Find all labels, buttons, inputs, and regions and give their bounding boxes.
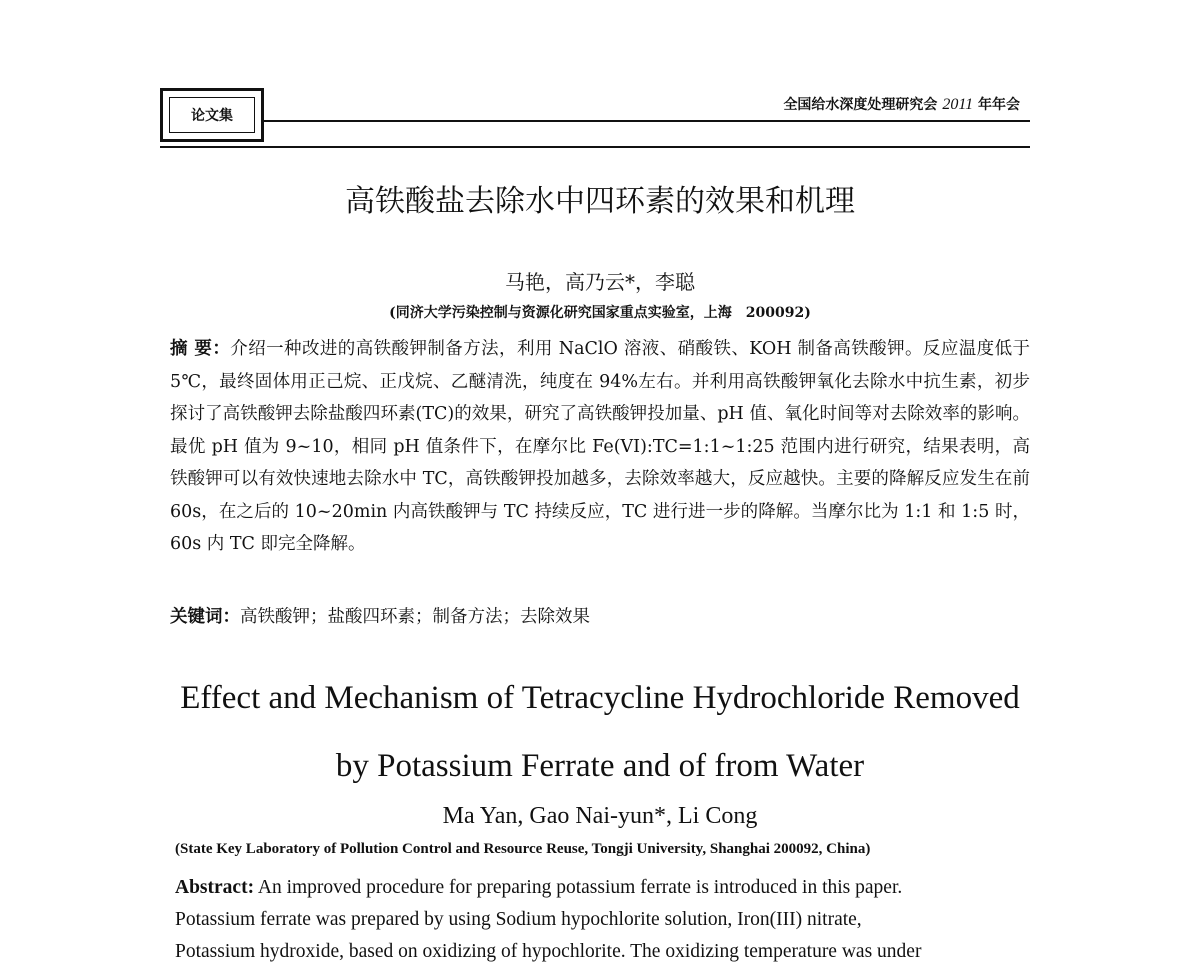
en-authors: Ma Yan, Gao Nai-yun*, Li Cong xyxy=(442,803,758,829)
cn-abstract-label: 摘 要： xyxy=(170,339,231,359)
cn-title: 高铁酸盐去除水中四环素的效果和机理 xyxy=(345,184,855,219)
cn-abstract xyxy=(170,333,1030,561)
en-abstract-line-3: Potassium hydroxide, based on oxidizing of hypochlorite. The oxidizing temperature was under xyxy=(175,941,922,962)
header-rule-top xyxy=(264,120,1030,122)
header-rule-bottom xyxy=(160,146,1030,148)
cn-abstract-text: 介绍一种改进的高铁酸钾制备方法，利用 NaClO 溶液、硝酸铁、KOH 制备高铁酸钾。反应温度低于 5℃，最终固体用正己烷、正戊烷、乙醚清洗，纯度在 94%左右。并利用高铁酸钾氧化去除水中抗生素，初步探讨了高铁酸钾去除盐酸四环素(TC)的效果，研究了高铁酸钾投加量、pH 值、氧化时间等对去除效率的影响。最优 pH 值为 9~10，相同 pH 值条件下，在摩尔比 Fe(VI):TC=1:1~1:25 范围内进行研究，结果表明，高铁酸钾可以有效快速地去除水中 TC，高铁酸钾投加越多，去除效率越大，反应越快。主要的降解反应发生在前 60s，在之后的 10~20min 内高铁酸钾与 TC 持续反应，TC 进行进一步的降解。当摩尔比为 1:1 和 1:5 时，60s 内 TC 即完全降解。 xyxy=(170,339,1031,554)
section-tab-label: 论文集 xyxy=(169,97,255,133)
journal-year: 2011 xyxy=(942,96,974,113)
en-title-line-1: Effect and Mechanism of Tetracycline Hydrochloride Removed xyxy=(180,680,1020,716)
cn-affiliation: (同济大学污染控制与资源化研究国家重点实验室，上海 200092) xyxy=(389,305,811,321)
journal-name: 全国给水深度处理研究会 xyxy=(783,97,938,113)
en-affiliation: (State Key Laboratory of Pollution Control and Resource Reuse, Tongji University, Shanghai 200092, China) xyxy=(175,841,871,857)
en-abstract-line-2: Potassium ferrate was prepared by using Sodium hypochlorite solution, Iron(III) nitrate, xyxy=(175,909,862,930)
cn-keywords xyxy=(170,601,1030,633)
section-tab xyxy=(160,88,264,142)
en-title-line-2: by Potassium Ferrate and of from Water xyxy=(335,748,865,784)
cn-keywords-label: 关键词： xyxy=(170,607,240,627)
cn-authors: 马艳，高乃云*，李聪 xyxy=(505,270,695,294)
en-abstract-line-1-text: An improved procedure for preparing potassium ferrate is introduced in this paper. xyxy=(254,877,903,898)
en-abstract-line-1 xyxy=(175,872,1005,904)
journal-header xyxy=(783,94,1020,114)
en-abstract xyxy=(175,872,1005,968)
cn-keywords-text: 高铁酸钾；盐酸四环素；制备方法；去除效果 xyxy=(240,607,590,627)
journal-meeting: 年年会 xyxy=(978,97,1020,113)
en-abstract-label: Abstract: xyxy=(175,877,255,898)
